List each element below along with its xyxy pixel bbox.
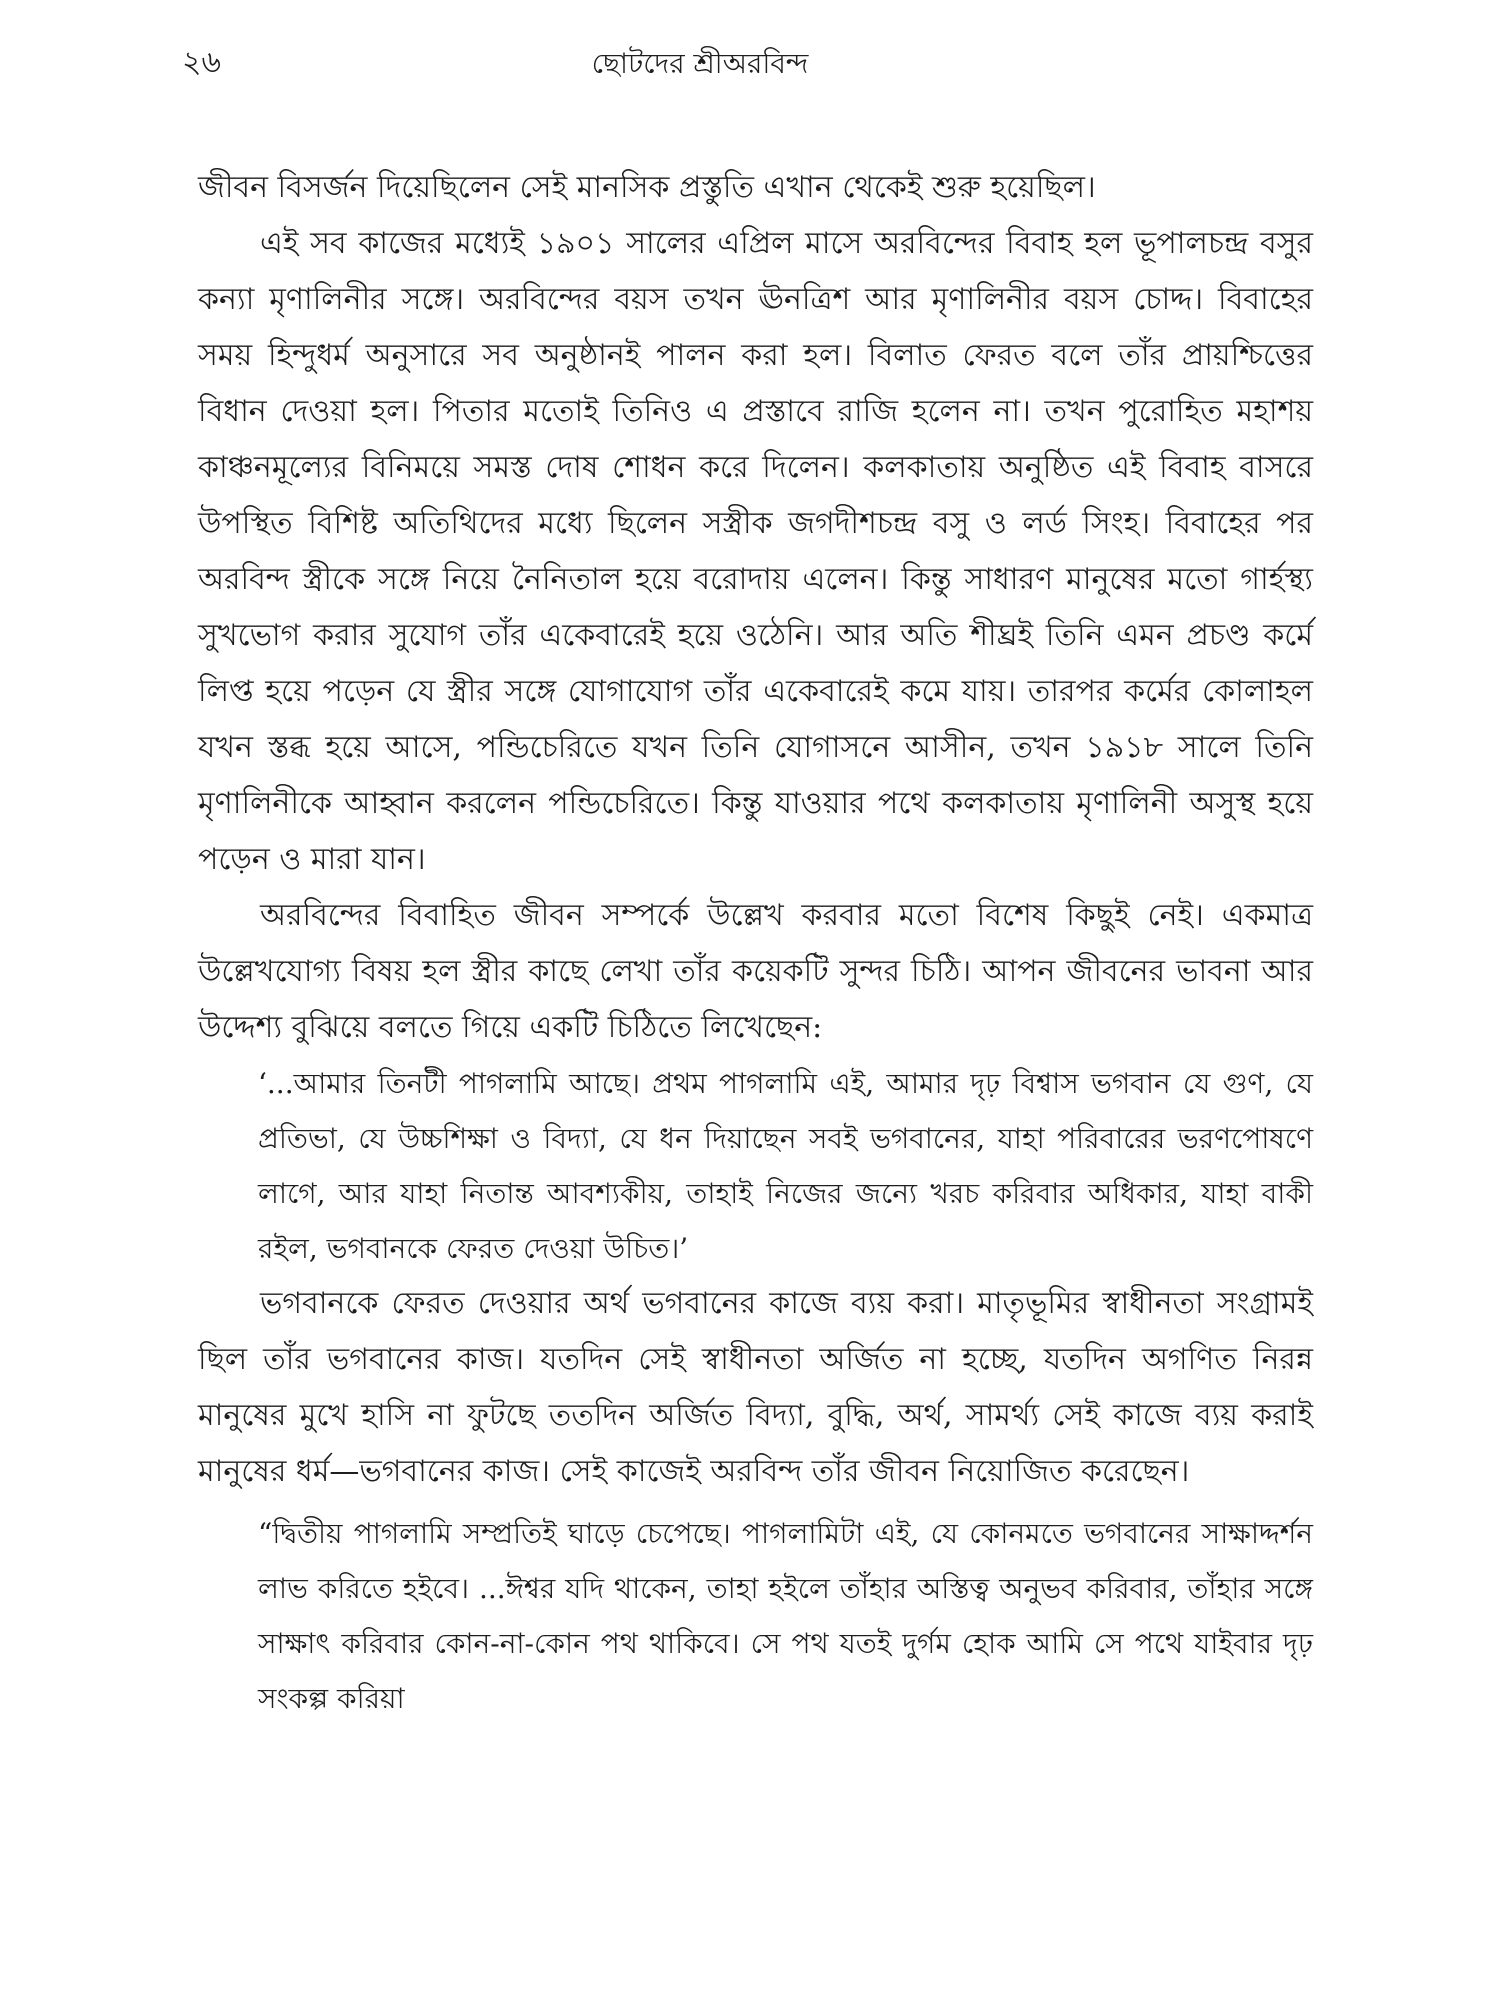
body-text [198,160,1313,1726]
paragraph: এই সব কাজের মধ্যেই ১৯০১ সালের এপ্রিল মাসে অরবিন্দের বিবাহ হল ভূপালচন্দ্র বসুর কন্যা মৃণালিনীর সঙ্গে। অরবিন্দের বয়স তখন ঊনত্রিশ আর মৃণালিনীর বয়স চোদ্দ। বিবাহের সময় হিন্দুধর্ম অনুসারে সব অনুষ্ঠানই পালন করা হল। বিলাত ফেরত বলে তাঁর প্রায়শ্চিত্তের বিধান দেওয়া হল। পিতার মতোই তিনিও এ প্রস্তাবে রাজি হলেন না। তখন পুরোহিত মহাশয় কাঞ্চনমূল্যের বিনিময়ে সমস্ত দোষ শোধন করে দিলেন। কলকাতায় অনুষ্ঠিত এই বিবাহ বাসরে উপস্থিত বিশিষ্ট অতিথিদের মধ্যে ছিলেন সস্ত্রীক জগদীশচন্দ্র বসু ও লর্ড সিংহ। বিবাহের পর অরবিন্দ স্ত্রীকে সঙ্গে নিয়ে নৈনিতাল হয়ে বরোদায় এলেন। কিন্তু সাধারণ মানুষের মতো গার্হস্থ্য সুখভোগ করার সুযোগ তাঁর একেবারেই হয়ে ওঠেনি। আর অতি শীঘ্রই তিনি এমন প্রচণ্ড কর্মে লিপ্ত হয়ে পড়েন যে স্ত্রীর সঙ্গে যোগাযোগ তাঁর একেবারেই কমে যায়। তারপর কর্মের কোলাহল যখন স্তব্ধ হয়ে আসে, পন্ডিচেরিতে যখন তিনি যোগাসনে আসীন, তখন ১৯১৮ সালে তিনি মৃণালিনীকে আহ্বান করলেন পন্ডিচেরিতে। কিন্তু যাওয়ার পথে কলকাতায় মৃণালিনী অসুস্থ হয়ে পড়েন ও মারা যান। [198,226,1313,877]
block-quote: ‘...আমার তিনটী পাগলামি আছে। প্রথম পাগলামি এই, আমার দৃঢ় বিশ্বাস ভগবান যে গুণ, যে প্রতিভা, যে উচ্চশিক্ষা ও বিদ্যা, যে ধন দিয়াছেন সবই ভগবানের, যাহা পরিবারের ভরণপোষণে লাগে, আর যাহা নিতান্ত আবশ্যকীয়, তাহাই নিজের জন্যে খরচ করিবার অধিকার, যাহা বাকী রইল, ভগবানকে ফেরত দেওয়া উচিত।’ [258,1067,1313,1265]
paragraph: অরবিন্দের বিবাহিত জীবন সম্পর্কে উল্লেখ করবার মতো বিশেষ কিছুই নেই। একমাত্র উল্লেখযোগ্য বিষয় হল স্ত্রীর কাছে লেখা তাঁর কয়েকটি সুন্দর চিঠি। আপন জীবনের ভাবনা আর উদ্দেশ্য বুঝিয়ে বলতে গিয়ে একটি চিঠিতে লিখেছেন: [198,898,1313,1045]
running-title: ছোটদের শ্রীঅরবিন্দ [591,47,809,80]
page-number: ২৬ [182,45,222,80]
paragraph: জীবন বিসর্জন দিয়েছিলেন সেই মানসিক প্রস্তুতি এখান থেকেই শুরু হয়েছিল। [198,170,1096,205]
paragraph: ভগবানকে ফেরত দেওয়ার অর্থ ভগবানের কাজে ব্যয় করা। মাতৃভূমির স্বাধীনতা সংগ্রামই ছিল তাঁর ভগবানের কাজ। যতদিন সেই স্বাধীনতা অর্জিত না হচ্ছে, যতদিন অগণিত নিরন্ন মানুষের মুখে হাসি না ফুটছে ততদিন অর্জিত বিদ্যা, বুদ্ধি, অর্থ, সামর্থ্য সেই কাজে ব্যয় করাই মানুষের ধর্ম—ভগবানের কাজ। সেই কাজেই অরবিন্দ তাঁর জীবন নিয়োজিত করেছেন। [198,1286,1313,1489]
block-quote: “দ্বিতীয় পাগলামি সম্প্রতিই ঘাড়ে চেপেছে। পাগলামিটা এই, যে কোনমতে ভগবানের সাক্ষাদ্দর্শন লাভ করিতে হইবে। ...ঈশ্বর যদি থাকেন, তাহা হইলে তাঁহার অস্তিত্ব অনুভব করিবার, তাঁহার সঙ্গে সাক্ষাৎ করিবার কোন-না-কোন পথ থাকিবে। সে পথ যতই দুর্গম হোক আমি সে পথে যাইবার দৃঢ় সংকল্প করিয়া [258,1517,1313,1715]
